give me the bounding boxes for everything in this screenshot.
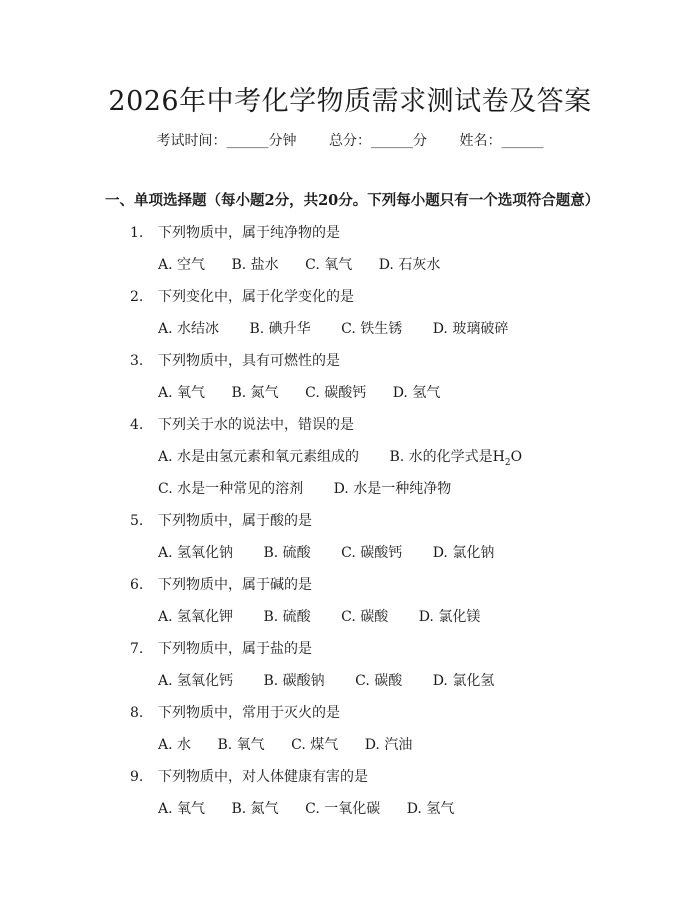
question-8 (130, 703, 340, 723)
question-text: 下列物质中，属于酸的是 (158, 513, 312, 529)
question-text: 下列物质中，常用于灭火的是 (158, 705, 340, 721)
question-text: 下列关于水的说法中，错误的是 (158, 417, 354, 433)
question-9-options (158, 799, 476, 819)
option-c: C. 碳酸钙 (305, 385, 367, 401)
question-number: 1. (130, 225, 144, 241)
question-5 (130, 511, 312, 531)
question-1-options (158, 255, 462, 275)
option-c: C. 水是一种常见的溶剂 (158, 481, 304, 497)
option-b: B. 氧气 (217, 737, 265, 753)
question-text: 下列物质中，属于纯净物的是 (158, 225, 340, 241)
question-number: 6. (130, 577, 144, 593)
question-5-options (158, 543, 516, 563)
option-a: A. 氢氧化钙 (158, 673, 234, 689)
option-c: C. 氧气 (305, 257, 353, 273)
question-2 (130, 287, 354, 307)
option-d: D. 氯化钠 (432, 545, 495, 561)
option-d: D. 氯化氢 (432, 673, 495, 689)
option-a: A. 氢氧化钠 (158, 545, 234, 561)
question-3-options (158, 383, 462, 403)
question-text: 下列变化中，属于化学变化的是 (158, 289, 354, 305)
question-number: 2. (130, 289, 144, 305)
option-c: C. 碳酸 (341, 609, 389, 625)
option-b: B. 氮气 (231, 385, 279, 401)
option-a: A. 空气 (158, 257, 206, 273)
question-2-options (158, 319, 530, 339)
option-a: A. 氧气 (158, 385, 206, 401)
option-b: B. 水的化学式是$H_2O$ (389, 449, 523, 468)
exam-info-row (0, 131, 700, 151)
question-number: 3. (130, 353, 144, 369)
option-d: D. 氢气 (392, 385, 441, 401)
question-number: 5. (130, 513, 144, 529)
question-6-options (158, 607, 502, 627)
question-8-options (158, 735, 434, 755)
question-4 (130, 415, 354, 435)
option-b: B. 碘升华 (249, 321, 311, 337)
option-b: B. 硫酸 (263, 609, 311, 625)
option-d: D. 汽油 (364, 737, 413, 753)
option-b: B. 盐水 (231, 257, 279, 273)
option-d: D. 水是一种纯净物 (333, 481, 452, 497)
question-6 (130, 575, 312, 595)
option-a: A. 水结冰 (158, 321, 220, 337)
question-4-options-row-2 (158, 479, 473, 499)
total-score-field: 总分：______分 (329, 133, 427, 149)
question-text: 下列物质中，属于碱的是 (158, 577, 312, 593)
option-b: B. 氮气 (231, 801, 279, 817)
option-b: B. 硫酸 (263, 545, 311, 561)
option-d: D. 玻璃破碎 (432, 321, 509, 337)
question-number: 4. (130, 417, 144, 433)
exam-time-field: 考试时间：______分钟 (156, 133, 297, 149)
question-text: 下列物质中，对人体健康有害的是 (158, 769, 368, 785)
question-9 (130, 767, 368, 787)
page-title: 2026年中考化学物质需求测试卷及答案 (108, 86, 592, 117)
option-c: C. 一氧化碳 (305, 801, 381, 817)
student-name-field: 姓名：______ (459, 133, 544, 149)
question-7 (130, 639, 312, 659)
question-1 (130, 223, 340, 243)
question-number: 9. (130, 769, 144, 785)
option-c: C. 碳酸 (355, 673, 403, 689)
option-b: B. 碳酸钠 (263, 673, 325, 689)
question-number: 7. (130, 641, 144, 657)
option-d: D. 石灰水 (378, 257, 441, 273)
option-a: A. 氧气 (158, 801, 206, 817)
option-c: C. 碳酸钙 (341, 545, 403, 561)
question-3 (130, 351, 340, 371)
option-d: D. 氢气 (406, 801, 455, 817)
question-4-options-row-1 (158, 447, 544, 467)
question-text: 下列物质中，具有可燃性的是 (158, 353, 340, 369)
section-heading: 一、单项选择题（每小题2分，共20分。下列每小题只有一个选项符合题意） (105, 192, 600, 209)
option-a: A. 水是由氢元素和氧元素组成的 (158, 449, 360, 465)
option-d: D. 氯化镁 (418, 609, 481, 625)
option-a: A. 水 (158, 737, 192, 753)
option-c: C. 铁生锈 (341, 321, 403, 337)
option-a: A. 氢氧化钾 (158, 609, 234, 625)
question-text: 下列物质中，属于盐的是 (158, 641, 312, 657)
option-c: C. 煤气 (291, 737, 339, 753)
question-7-options (158, 671, 516, 691)
question-number: 8. (130, 705, 144, 721)
